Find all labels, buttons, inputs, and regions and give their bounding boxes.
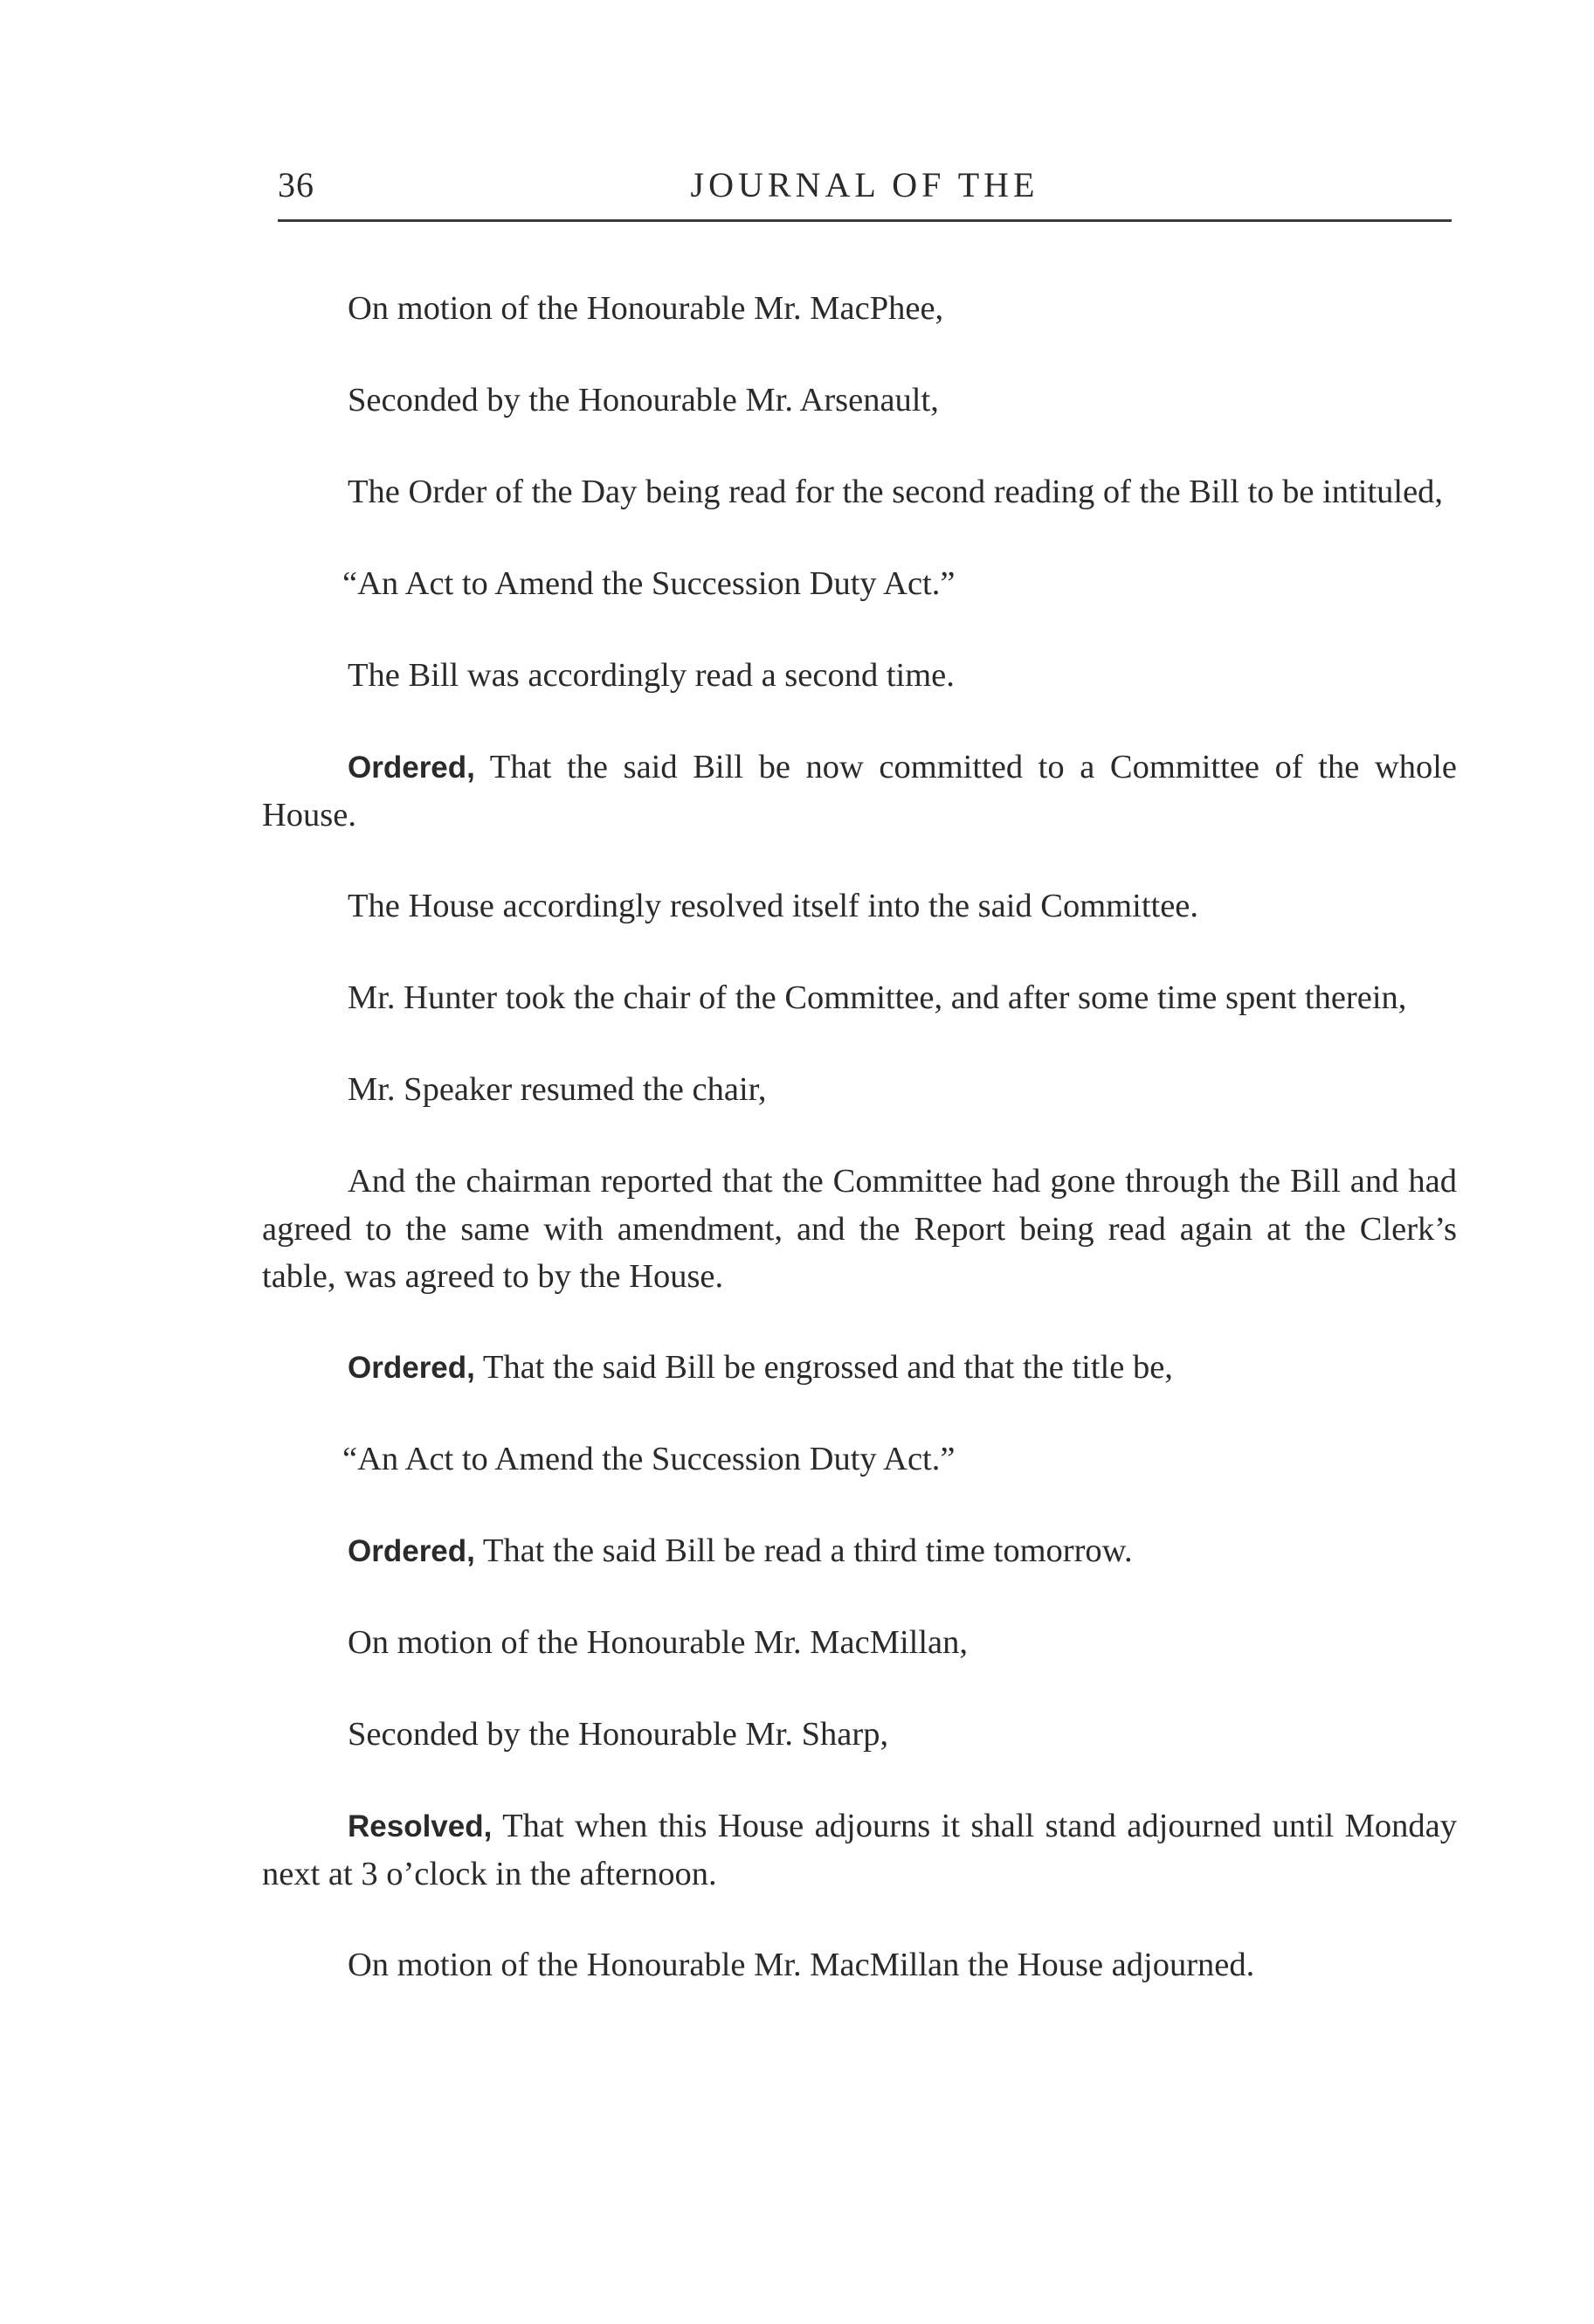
page-number: 36 xyxy=(278,165,314,204)
paragraph-lead: Resolved, xyxy=(348,1809,493,1843)
paragraph-text: That the said Bill be read a third time tomorrow. xyxy=(474,1532,1133,1569)
paragraph-resolved-adjourn xyxy=(262,1802,1457,1898)
paragraph-bill-title-repeat xyxy=(262,1435,1457,1484)
paragraph-text: On motion of the Honourable Mr. MacMillan the House adjourned. xyxy=(348,1947,1255,1983)
page-header xyxy=(278,157,1452,222)
paragraph-text: “An Act to Amend the Succession Duty Act.” xyxy=(342,1441,956,1477)
paragraph-second-reading xyxy=(262,652,1457,700)
paragraph-text: “An Act to Amend the Succession Duty Act.” xyxy=(342,565,956,602)
paragraph-house-resolved xyxy=(262,882,1457,930)
journal-body xyxy=(262,285,1457,1989)
paragraph-ordered-third-reading xyxy=(262,1527,1457,1575)
paragraph-seconded-sharp xyxy=(262,1711,1457,1759)
paragraph-text: Mr. Speaker resumed the chair, xyxy=(348,1071,767,1108)
paragraph-text: On motion of the Honourable Mr. MacPhee, xyxy=(348,290,944,327)
paragraph-ordered-committed xyxy=(262,744,1457,839)
running-head: JOURNAL OF THE xyxy=(690,165,1039,204)
paragraph-ordered-engrossed xyxy=(262,1344,1457,1392)
paragraph-hunter-chair xyxy=(262,974,1457,1022)
paragraph-text: That the said Bill be now committed to a Committee of the whole House. xyxy=(262,749,1457,833)
paragraph-text: Seconded by the Honourable Mr. Arsenault, xyxy=(348,382,939,418)
paragraph-text: That when this House adjourns it shall stand adjourned until Monday next at 3 o’clock in the afternoon. xyxy=(262,1808,1457,1892)
paragraph-text: The Order of the Day being read for the second reading of the Bill to be intituled, xyxy=(348,474,1444,510)
paragraph-house-adjourned xyxy=(262,1941,1457,1989)
paragraph-bill-title xyxy=(262,560,1457,608)
paragraph-motion-macmillan xyxy=(262,1619,1457,1667)
paragraph-text: On motion of the Honourable Mr. MacMillan, xyxy=(348,1624,968,1661)
paragraph-lead: Ordered, xyxy=(348,1534,475,1568)
paragraph-motion-macphee xyxy=(262,285,1457,333)
paragraph-text: That the said Bill be engrossed and that the title be, xyxy=(474,1349,1173,1386)
paragraph-speaker-resumed xyxy=(262,1066,1457,1114)
paragraph-seconded-arsenault xyxy=(262,377,1457,425)
paragraph-order-of-day xyxy=(262,468,1457,516)
paragraph-lead: Ordered, xyxy=(348,1351,475,1385)
paragraph-text: Seconded by the Honourable Mr. Sharp, xyxy=(348,1716,889,1753)
paragraph-text: The Bill was accordingly read a second time. xyxy=(348,657,955,694)
header-rule xyxy=(278,219,1452,222)
paragraph-text: And the chairman reported that the Committee had gone through the Bill and had agreed to the same with amendment, and the Report being read again at the Clerk’s table, was agreed to by the House. xyxy=(262,1163,1457,1295)
paragraph-lead: Ordered, xyxy=(348,750,475,785)
paragraph-chairman-reported xyxy=(262,1158,1457,1300)
paragraph-text: The House accordingly resolved itself into the said Committee. xyxy=(348,888,1199,924)
paragraph-text: Mr. Hunter took the chair of the Committee, and after some time spent therein, xyxy=(348,979,1407,1016)
